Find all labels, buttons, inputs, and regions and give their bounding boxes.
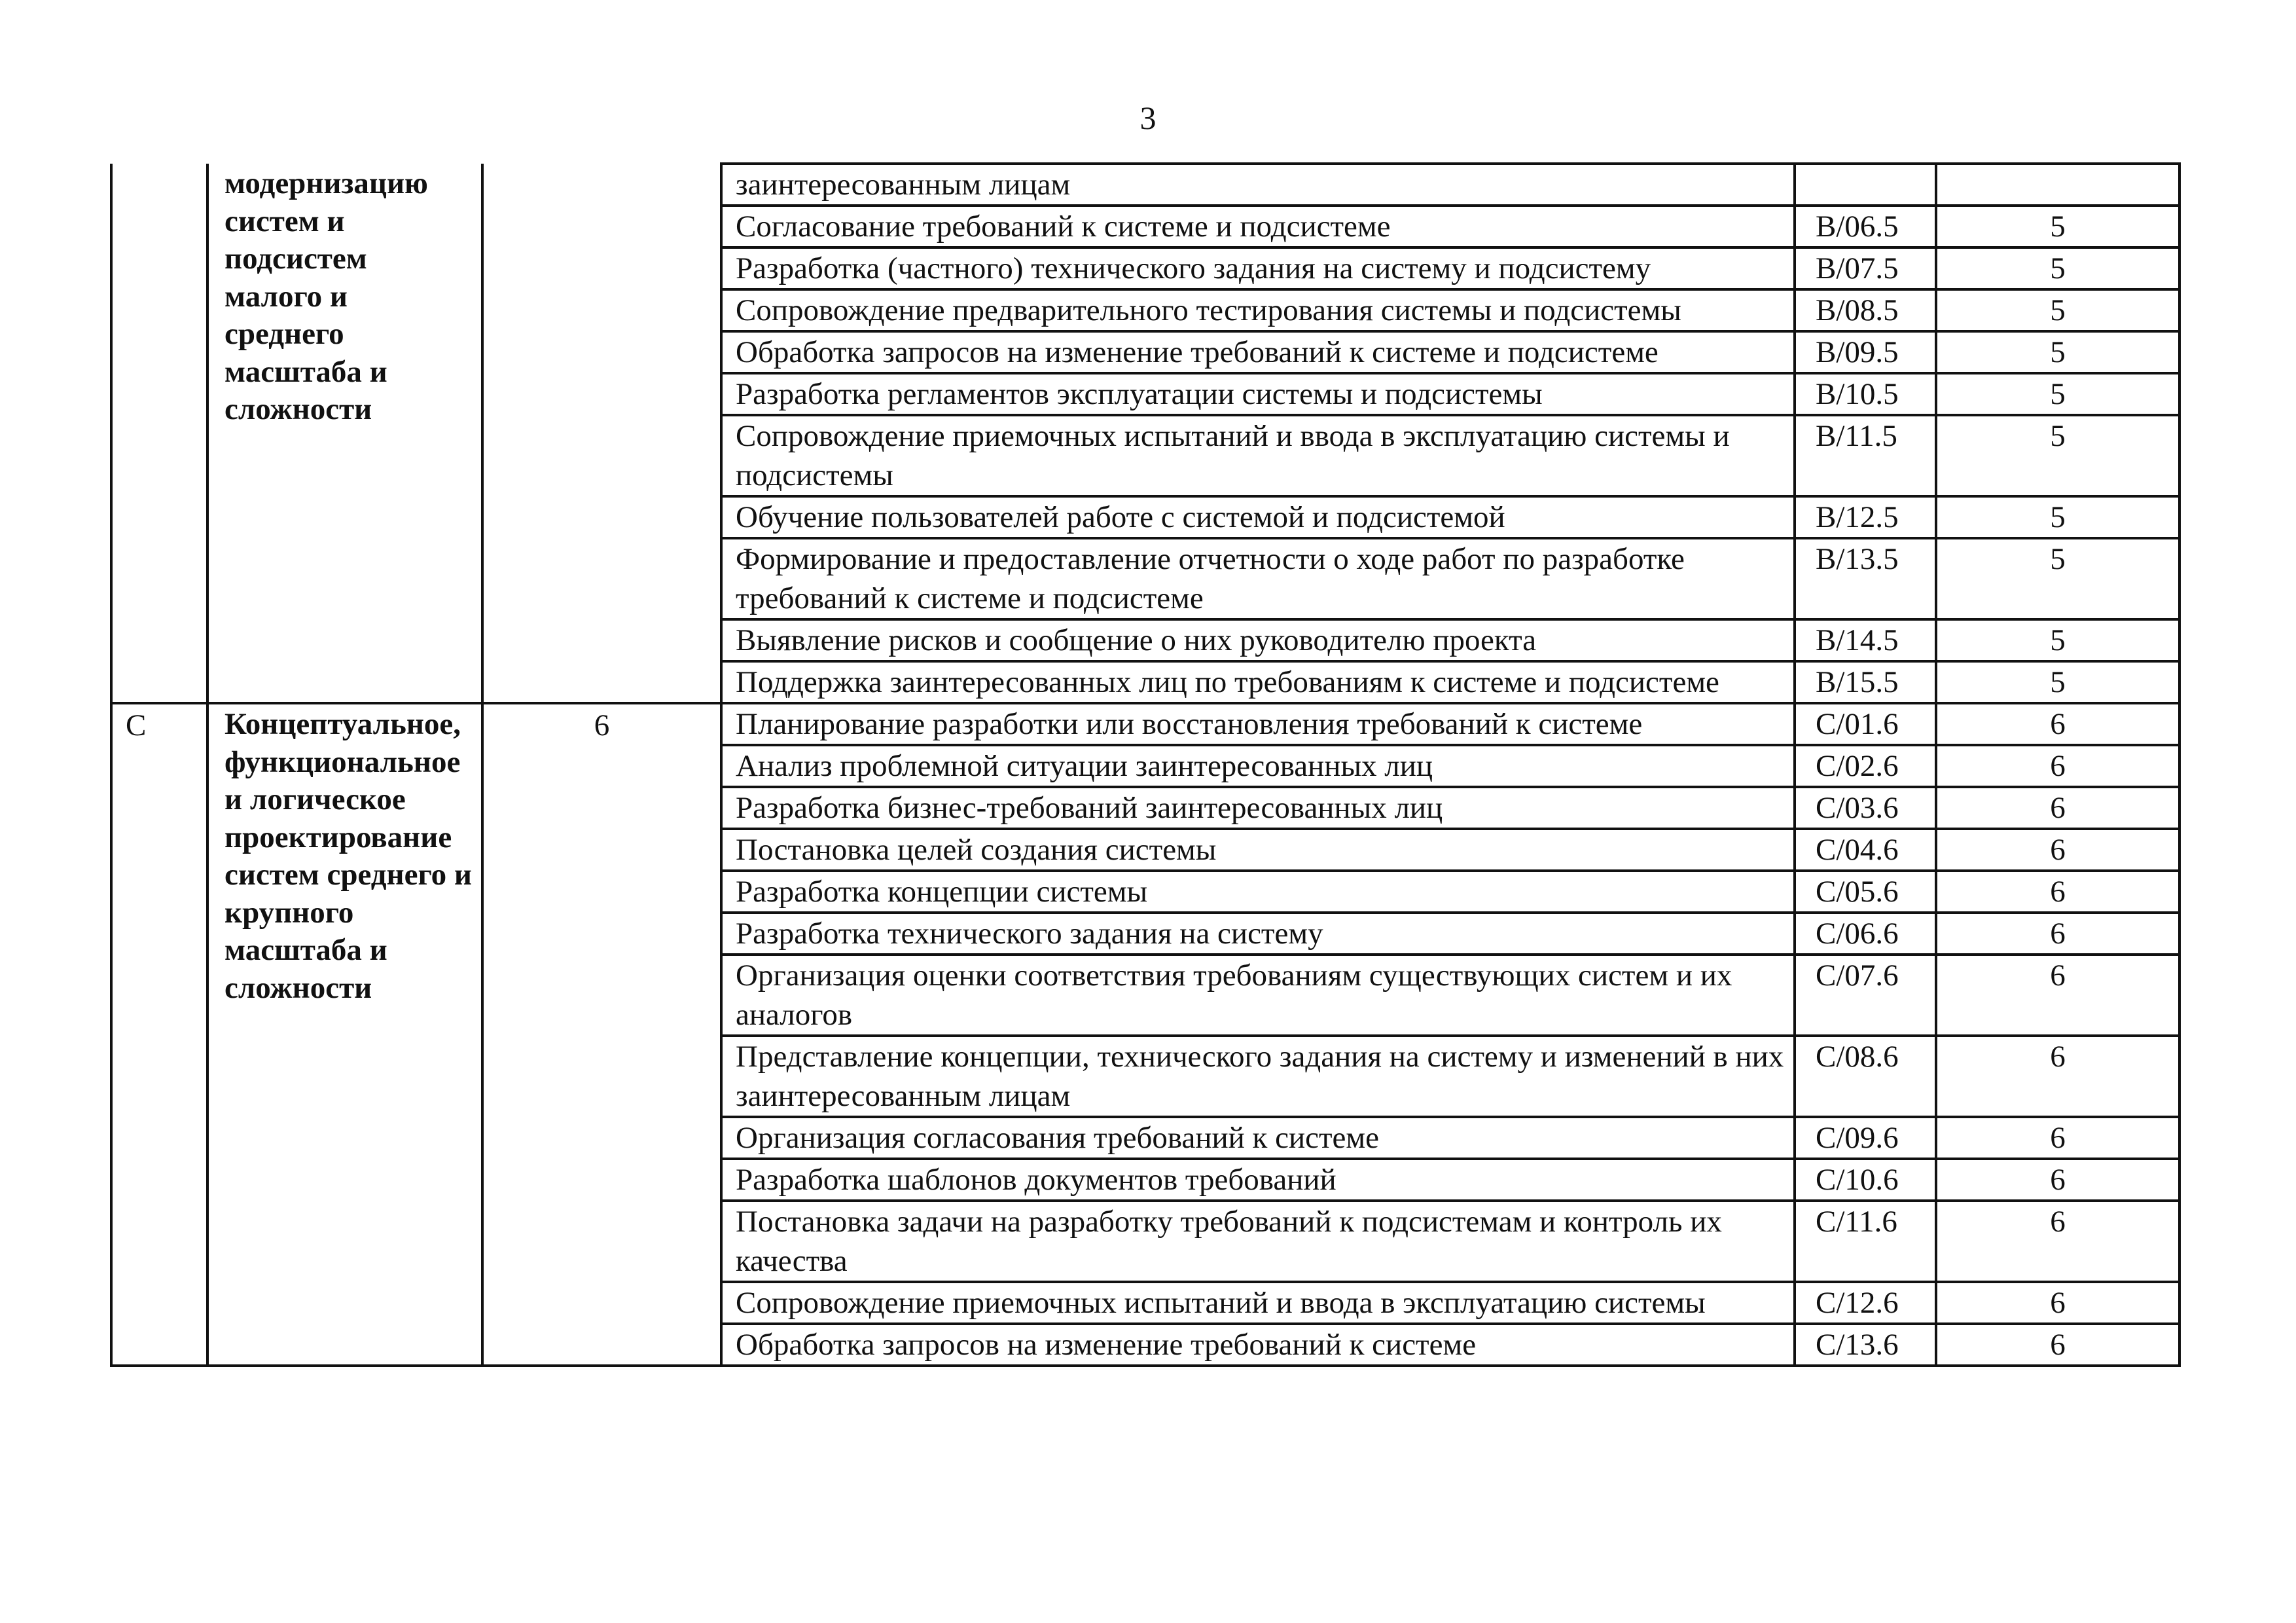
labor-function-code: C/08.6 xyxy=(1795,1036,1936,1117)
group-function-name: модернизацию систем и подсистем малого и среднего масштаба и сложности xyxy=(207,164,482,703)
labor-function-name: Выявление рисков и сообщение о них руководителю проекта xyxy=(721,619,1795,661)
labor-function-code: B/11.5 xyxy=(1795,415,1936,496)
labor-function-name: Постановка задачи на разработку требований к подсистемам и контроль их качества xyxy=(721,1201,1795,1282)
labor-function-name: Обработка запросов на изменение требований к системе xyxy=(721,1324,1795,1366)
labor-function-code: B/10.5 xyxy=(1795,373,1936,415)
labor-function-name: Разработка (частного) технического задания на систему и подсистему xyxy=(721,247,1795,289)
labor-function-level: 6 xyxy=(1936,703,2179,745)
labor-function-name: Организация согласования требований к системе xyxy=(721,1117,1795,1159)
labor-function-level: 6 xyxy=(1936,871,2179,913)
labor-function-code: C/10.6 xyxy=(1795,1159,1936,1201)
labor-function-name: Обработка запросов на изменение требований к системе и подсистеме xyxy=(721,331,1795,373)
labor-function-level: 5 xyxy=(1936,206,2179,247)
group-function-name: Концептуальное, функциональное и логическое проектирование систем среднего и крупного масштаба и сложности xyxy=(207,703,482,1366)
labor-function-level: 5 xyxy=(1936,619,2179,661)
group-category-code xyxy=(111,164,207,703)
labor-function-code: B/15.5 xyxy=(1795,661,1936,703)
labor-function-level: 5 xyxy=(1936,373,2179,415)
labor-function-name: Формирование и предоставление отчетности о ходе работ по разработке требований к системе и подсистеме xyxy=(721,538,1795,619)
labor-function-name: Обучение пользователей работе с системой и подсистемой xyxy=(721,496,1795,538)
labor-function-code: C/04.6 xyxy=(1795,829,1936,871)
labor-function-level: 6 xyxy=(1936,787,2179,829)
page-number: 3 xyxy=(1139,100,1157,136)
labor-function-code: C/12.6 xyxy=(1795,1282,1936,1324)
group-qualification-level xyxy=(482,164,721,703)
labor-function-level: 5 xyxy=(1936,538,2179,619)
labor-function-name: Анализ проблемной ситуации заинтересованных лиц xyxy=(721,745,1795,787)
labor-function-name: Разработка регламентов эксплуатации системы и подсистемы xyxy=(721,373,1795,415)
labor-function-code: C/06.6 xyxy=(1795,913,1936,955)
labor-function-level xyxy=(1936,164,2179,206)
labor-function-code: B/13.5 xyxy=(1795,538,1936,619)
table-row xyxy=(111,164,2179,206)
labor-function-level: 6 xyxy=(1936,829,2179,871)
labor-function-level: 6 xyxy=(1936,1201,2179,1282)
labor-function-code: C/02.6 xyxy=(1795,745,1936,787)
labor-function-level: 5 xyxy=(1936,247,2179,289)
labor-function-name: Организация оценки соответствия требованиям существующих систем и их аналогов xyxy=(721,955,1795,1036)
labor-function-name: Разработка технического задания на систему xyxy=(721,913,1795,955)
labor-function-code: C/09.6 xyxy=(1795,1117,1936,1159)
labor-function-code: B/09.5 xyxy=(1795,331,1936,373)
labor-function-name: заинтересованным лицам xyxy=(721,164,1795,206)
labor-function-code: B/14.5 xyxy=(1795,619,1936,661)
labor-function-code: C/03.6 xyxy=(1795,787,1936,829)
labor-function-code: C/07.6 xyxy=(1795,955,1936,1036)
labor-function-name: Разработка концепции системы xyxy=(721,871,1795,913)
labor-function-name: Представление концепции, технического задания на систему и изменений в них заинтересованным лицам xyxy=(721,1036,1795,1117)
table-body xyxy=(111,164,2179,1366)
labor-function-name: Разработка шаблонов документов требований xyxy=(721,1159,1795,1201)
labor-function-code: B/12.5 xyxy=(1795,496,1936,538)
labor-function-code: B/07.5 xyxy=(1795,247,1936,289)
labor-function-name: Планирование разработки или восстановления требований к системе xyxy=(721,703,1795,745)
functions-table xyxy=(110,162,2181,1367)
labor-function-name: Разработка бизнес-требований заинтересованных лиц xyxy=(721,787,1795,829)
labor-function-name: Сопровождение приемочных испытаний и ввода в эксплуатацию системы xyxy=(721,1282,1795,1324)
labor-function-code xyxy=(1795,164,1936,206)
labor-function-level: 6 xyxy=(1936,745,2179,787)
labor-function-level: 6 xyxy=(1936,1117,2179,1159)
labor-function-name: Сопровождение приемочных испытаний и ввода в эксплуатацию системы и подсистемы xyxy=(721,415,1795,496)
labor-function-level: 5 xyxy=(1936,289,2179,331)
group-category-code: C xyxy=(111,703,207,1366)
labor-function-level: 5 xyxy=(1936,496,2179,538)
labor-function-code: C/01.6 xyxy=(1795,703,1936,745)
labor-function-code: B/06.5 xyxy=(1795,206,1936,247)
group-qualification-level: 6 xyxy=(482,703,721,1366)
labor-function-level: 6 xyxy=(1936,955,2179,1036)
labor-function-code: B/08.5 xyxy=(1795,289,1936,331)
labor-function-code: C/13.6 xyxy=(1795,1324,1936,1366)
labor-function-level: 5 xyxy=(1936,331,2179,373)
labor-function-level: 5 xyxy=(1936,415,2179,496)
table-row xyxy=(111,703,2179,745)
labor-function-code: C/05.6 xyxy=(1795,871,1936,913)
labor-function-name: Согласование требований к системе и подсистеме xyxy=(721,206,1795,247)
labor-function-level: 6 xyxy=(1936,913,2179,955)
labor-function-code: C/11.6 xyxy=(1795,1201,1936,1282)
labor-function-name: Поддержка заинтересованных лиц по требованиям к системе и подсистеме xyxy=(721,661,1795,703)
labor-function-level: 6 xyxy=(1936,1036,2179,1117)
labor-function-name: Постановка целей создания системы xyxy=(721,829,1795,871)
labor-function-level: 6 xyxy=(1936,1282,2179,1324)
labor-function-level: 5 xyxy=(1936,661,2179,703)
labor-function-level: 6 xyxy=(1936,1159,2179,1201)
labor-function-level: 6 xyxy=(1936,1324,2179,1366)
labor-function-name: Сопровождение предварительного тестирования системы и подсистемы xyxy=(721,289,1795,331)
